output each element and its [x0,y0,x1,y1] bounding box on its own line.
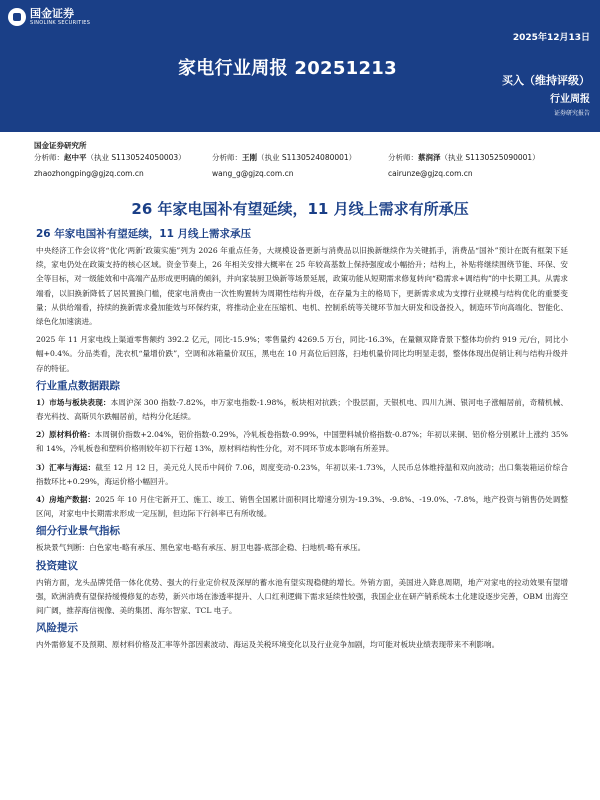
report-header [0,0,600,132]
rating-badge: 买入（维持评级） [502,74,590,87]
analyst-label: 分析师： [212,153,242,162]
analyst-email[interactable]: cairunze@gjzq.com.cn [388,169,473,178]
risk-paragraph: 内外需修复不及预期、原材料价格及汇率等外部因素波动、海运及关税环境变化以及行业竞争加剧，均可能对板块业绩表现带来不利影响。 [36,640,500,650]
analyst-1 [34,152,186,178]
fx-shipping-paragraph [36,461,568,489]
analyst-cert: （执业 S1130525090001） [440,153,540,162]
section-title-investment: 投资建议 [36,559,78,572]
materials-paragraph [36,428,568,456]
fx-lead: 3）汇率与海运： [36,462,96,472]
materials-lead: 2）原材料价格： [36,430,95,440]
market-text: 本周沪深 300 指数-7.82%，申万家电指数-1.98%，板块相对抗跌；个股层面，天银机电、四川九洲、银河电子涨幅居前，奇精机械、春光科技、高斯贝尔跌幅居前，结构分化延续。 [36,397,568,422]
sales-paragraph: 2025 年 11 月家电线上渠道零售额约 392.2 亿元，同比-15.9%；零售量约 4269.5 万台，同比-16.3%，在量额双降背景下整体均价约 919 元/台，同比小幅+0.4%。分品类看，洗衣机“量增价跌”，空调和冰箱量价双压，黑电在 10 月高位后回落，扫地机量价同比均明显走弱，整体体现出促销让利与结构升级并存的特征。 [36,335,568,373]
section-title-data: 行业重点数据跟踪 [36,379,120,392]
report-title: 家电行业周报 20251213 [178,58,397,79]
logo-name: 国金证券 [30,7,74,20]
analyst-2 [212,152,356,178]
report-body [36,228,568,656]
report-date: 2025年12月13日 [512,33,590,43]
company-logo [8,8,90,26]
section-title-sentiment: 细分行业景气指标 [36,525,120,538]
real-estate-lead: 4）房地产数据： [36,495,96,505]
analyst-email[interactable]: wang_g@gjzq.com.cn [212,169,294,178]
report-category: 行业周报 [550,94,590,105]
analyst-email[interactable]: zhaozhongping@gjzq.com.cn [34,169,144,178]
policy-paragraph: 中央经济工作会议将“优化‘两新’政策实施”列为 2026 年重点任务，大规模设备更新与消费品以旧换新继续作为关键抓手，消费品“国补”预计在既有框架下延续，家电仍处在政策支持的核心区域。资金节奏上，26 年相关安排大概率在 25 年较高基数上保持强度或小幅抬升；结构上，补贴将继续围绕节能、环保、安全等目标，对一级能效和中高端产品形成更明确的倾斜，并向家装厨卫焕新等场景延展，政策功能从短期需求修复转向“稳需求+调结构”的中长期工具。从需求端看，以旧换新降低了居民置换门槛，使家电消费由一次性购置转为周期性结构升级，在存量为主的格局下，更新需求成为支撑行业规模与结构优化的重要变量；从供给端看，持续的换新需求叠加能效与环保约束，将推动企业在压缩机、电机、控制系统等关键环节加大研发和设备投入，制造环节向高端化、智能化、绿色化加速演进。 [36,246,568,327]
investment-paragraph: 内销方面，龙头品牌凭借一体化优势、强大的行业定价权及深厚的蓄水池有望实现稳健的增长。外销方面，美国进入降息周期，地产对家电的拉动效果有望增强，欧洲消费有望保持缓慢修复的态势，新兴市场在渗透率提升、人口红利逻辑下需求延续性较强，我国企业在研产销系统本土化建设逐步完善，OBM 出海空间广阔，推荐海信视像、美的集团、海尔智家、TCL 电子。 [36,577,568,616]
research-institute: 国金证券研究所 [34,141,87,150]
market-paragraph [36,396,568,424]
logo-mark-icon [8,8,26,26]
materials-text: 本周铜价指数+2.04%，铝价指数-0.29%，冷轧板卷指数-0.99%，中国塑料城价格指数-0.87%；年初以来铜、铝价格分别累计上涨约 35%和 14%，冷轧板卷和塑料价格则较年初下行超 13%，原材料结构性分化，对不同环节成本影响有所差异。 [36,430,568,454]
fx-text: 截至 12 月 12 日，美元兑人民币中间价 7.06，周度变动-0.23%，年初以来-1.73%，人民币总体维持温和双向波动；出口集装箱运价综合指数环比+0.29%，海运价格小幅回升。 [36,462,568,486]
analyst-name: 赵中平 [64,153,87,162]
real-estate-paragraph [36,493,568,521]
market-lead: 1）市场与板块表现： [36,397,111,407]
section-title-risk: 风险提示 [36,622,78,635]
analyst-cert: （执业 S1130524080001） [257,153,357,162]
analyst-label: 分析师： [34,153,64,162]
analyst-cert: （执业 S1130524050003） [86,153,186,162]
analyst-name: 王刚 [242,153,257,162]
sentiment-paragraph: 板块景气判断：白色家电-略有承压、黑色家电-略有承压、厨卫电器-底部企稳、扫地机-略有承压。 [36,543,366,553]
real-estate-text: 2025 年 10 月住宅新开工、施工、竣工、销售全国累计面积同比增速分别为-19.3%、-9.8%、-19.0%、-7.8%，地产投资与销售仍处调整区间，对家电中长期需求形成一定压制，但边际下行斜率已有所收缓。 [36,495,568,519]
section-title-policy: 26 年家电国补有望延续，11 月线上需求承压 [36,228,252,240]
report-type: 证券研究报告 [553,110,590,117]
report-headline: 26 年家电国补有望延续，11 月线上需求有所承压 [131,200,469,218]
analyst-label: 分析师： [388,153,418,162]
logo-english-name: SINOLINK SECURITIES [30,20,91,26]
analyst-name: 蔡润泽 [418,153,441,162]
analyst-3 [388,152,540,178]
